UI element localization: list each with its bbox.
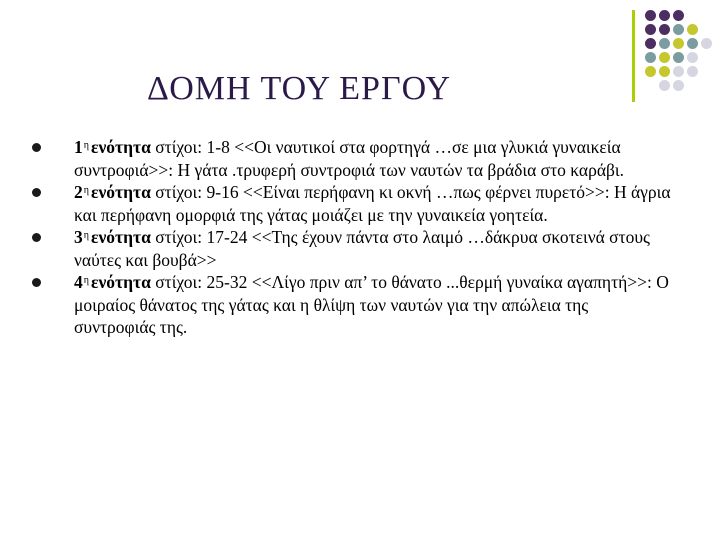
- list-item: [32, 271, 672, 339]
- section-text: στίχοι: 17-24 <<Της έχουν πάντα στο λαιμό …δάκρυα σκοτεινά στους ναύτες και βουβά>>: [74, 227, 650, 270]
- decorative-dot: [659, 10, 670, 21]
- section-label: ενότητα: [90, 182, 151, 202]
- decorative-dot: [673, 10, 684, 21]
- section-text: στίχοι: 1-8 <<Οι ναυτικοί στα φορτηγά …σε μια γλυκιά γυναικεία συντροφιά>>: Η γάτα .τρυφερή συντροφιά των ναυτών τα βράδια στο καράβι.: [74, 137, 624, 180]
- bullet-list: [32, 136, 672, 339]
- ordinal-suffix: η: [83, 275, 89, 286]
- slide-title: [0, 70, 728, 108]
- section-number: 4: [74, 272, 83, 292]
- section-number: 3: [74, 227, 83, 247]
- section-label: ενότητα: [90, 137, 151, 157]
- decorative-dot: [659, 38, 670, 49]
- decorative-dot: [673, 80, 684, 91]
- decorative-dot: [673, 24, 684, 35]
- decorative-dot: [659, 80, 670, 91]
- decorative-dot: [659, 52, 670, 63]
- list-item: [32, 136, 672, 181]
- section-label: ενότητα: [90, 227, 151, 247]
- list-item: [32, 226, 672, 271]
- bullet-icon: [32, 278, 41, 287]
- decorative-dot: [645, 38, 656, 49]
- ordinal-suffix: η: [83, 185, 89, 196]
- decorative-dot: [673, 38, 684, 49]
- decorative-dot: [645, 10, 656, 21]
- section-text: στίχοι: 9-16 <<Είναι περήφανη κι οκνή …πως φέρνει πυρετό>>: Η άγρια και περήφανη ομορφιά της γάτας μοιάζει με την γυναικεία γοητεία.: [74, 182, 671, 225]
- decorative-dot: [645, 66, 656, 77]
- decorative-dot: [673, 66, 684, 77]
- decorative-dot: [645, 24, 656, 35]
- ordinal-suffix: η: [83, 230, 89, 241]
- bullet-icon: [32, 188, 41, 197]
- decorative-vertical-line: [632, 10, 635, 102]
- decorative-dot: [673, 52, 684, 63]
- bullet-icon: [32, 143, 41, 152]
- decorative-dot: [659, 24, 670, 35]
- decorative-dot: [645, 52, 656, 63]
- section-text: στίχοι: 25-32 <<Λίγο πριν απ’ το θάνατο ...θερμή γυναίκα αγαπητή>>: Ο μοιραίος θάνατος της γάτας και η θλίψη των ναυτών για την απώλεια της συντροφιάς της.: [74, 272, 669, 337]
- decorative-dot: [687, 24, 698, 35]
- section-number: 2: [74, 182, 83, 202]
- list-item: [32, 181, 672, 226]
- section-number: 1: [74, 137, 83, 157]
- section-label: ενότητα: [90, 272, 151, 292]
- bullet-icon: [32, 233, 41, 242]
- decorative-dot: [659, 66, 670, 77]
- decorative-dot: [687, 66, 698, 77]
- decorative-dot: [687, 38, 698, 49]
- decorative-dot: [701, 38, 712, 49]
- ordinal-suffix: η: [83, 140, 89, 151]
- slide-title-text: ΔΟΜΗ ΤΟΥ ΕΡΓΟΥ: [146, 70, 452, 107]
- decorative-dot: [687, 52, 698, 63]
